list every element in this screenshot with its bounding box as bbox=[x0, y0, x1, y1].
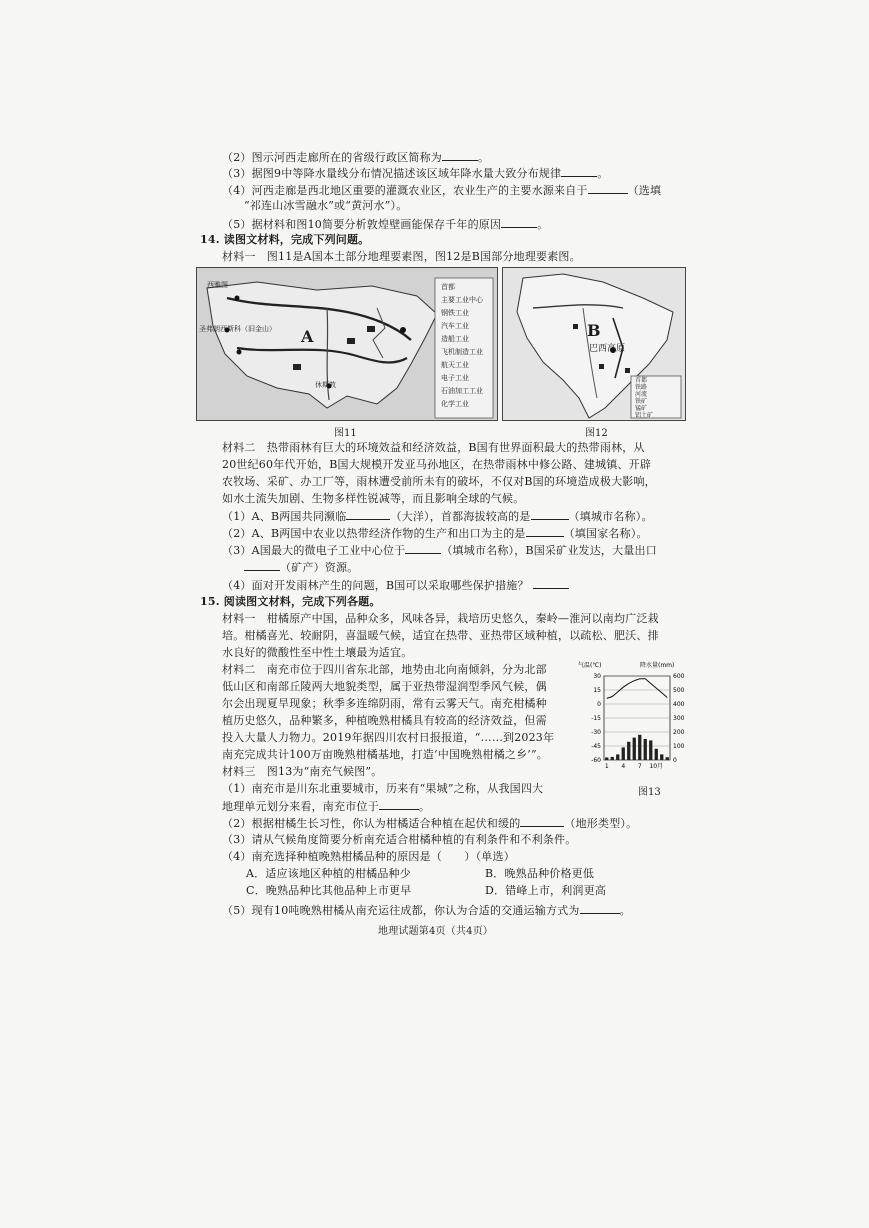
climate-chart-svg bbox=[578, 658, 692, 780]
precip-bar bbox=[633, 738, 636, 760]
fig12-legend bbox=[635, 378, 653, 419]
precip-bar bbox=[616, 754, 619, 760]
q14-material2-line: 如水土流失加剧、生物多样性锐减等，而且影响全球的气候。 bbox=[222, 492, 525, 505]
q14-3-b: （矿产）资源。 bbox=[244, 560, 358, 575]
country-letter-b: B bbox=[587, 321, 601, 340]
tick-label-right: 600 bbox=[673, 673, 685, 680]
q14-material2-line: 材料二 热带雨林有巨大的环境效益和经济效益，B国有世界面积最大的热带雨林，从 bbox=[222, 441, 645, 454]
q15-1-a: （1）南充市是川东北重要城市，历来有“果城”之称，从我国四大 bbox=[222, 782, 544, 795]
tick-label-left: 15 bbox=[593, 687, 601, 694]
answer-blank[interactable] bbox=[346, 509, 390, 520]
country-letter-a: A bbox=[301, 327, 314, 346]
legend-item: 锰矿 bbox=[635, 405, 648, 412]
q15-material2-line: 低山区和南部丘陵两大地貌类型，属于亚热带湿润型季风气候，偶 bbox=[222, 680, 547, 693]
tick-label-left: 0 bbox=[597, 701, 601, 708]
precip-bar bbox=[655, 749, 658, 760]
q15-material2-line: 南充完成共计100万亩晚熟柑橘基地，打造‘中国晚熟柑橘之乡’”。 bbox=[222, 748, 549, 761]
tick-label-right: 500 bbox=[673, 687, 685, 694]
answer-blank[interactable] bbox=[526, 526, 564, 537]
tick-label-right: 400 bbox=[673, 701, 685, 708]
figure-12-map bbox=[502, 267, 686, 421]
legend-item: 铁矿 bbox=[635, 398, 648, 405]
y-axis-label-left: 气温(℃) bbox=[578, 662, 602, 669]
q15-material3: 材料三 图13为“南充气候图”。 bbox=[222, 765, 383, 778]
precip-bar bbox=[649, 740, 652, 760]
tick-label-right: 200 bbox=[673, 729, 685, 736]
q15-1-b: 地理单元划分来看，南充市位于 。 bbox=[222, 800, 431, 813]
answer-blank[interactable] bbox=[588, 183, 628, 194]
legend-item: 首都 bbox=[441, 283, 455, 291]
answer-blank[interactable] bbox=[379, 799, 419, 810]
q15-2: （2）根据柑橘生长习性，你认为柑橘适合种植在起伏和缓的 （地形类型）。 bbox=[222, 817, 638, 830]
tick-label-right: 0 bbox=[673, 757, 677, 764]
answer-blank[interactable] bbox=[405, 543, 441, 554]
legend-item: 化学工业 bbox=[441, 400, 469, 408]
q14-2: （2）A、B两国中农业以热带经济作物的生产和出口为主的是 （填国家名称）。 bbox=[222, 527, 648, 540]
q15-material1-line: 材料一 柑橘原产中国，品种众多，风味各异，栽培历史悠久，秦岭—淮河以南均广泛栽 bbox=[222, 612, 659, 625]
label-san-francisco: 圣弗朗西斯科（旧金山） bbox=[199, 325, 276, 333]
legend-item: 电子工业 bbox=[441, 374, 469, 382]
tick-label-left: -60 bbox=[591, 757, 601, 764]
option-c[interactable]: C．晚熟品种比其他品种上市更早 bbox=[246, 884, 412, 897]
precip-bar bbox=[666, 757, 669, 760]
precip-bar bbox=[627, 742, 630, 760]
tick-label-x: 7 bbox=[637, 763, 642, 770]
label-brazil-plateau: 巴西高原 bbox=[589, 344, 626, 354]
precip-bar bbox=[660, 754, 663, 760]
option-b[interactable]: B．晚熟品种价格更低 bbox=[485, 867, 595, 880]
q15-material2-line: 材料二 南充市位于四川省东北部，地势由北向南倾斜，分为北部 bbox=[222, 663, 547, 676]
figure-11-map bbox=[196, 267, 498, 421]
tick-label-left: -45 bbox=[591, 743, 601, 750]
legend-item: 铝土矿 bbox=[635, 412, 654, 419]
legend-item: 航天工业 bbox=[441, 361, 469, 369]
q14-material1: 材料一 图11是A国本土部分地理要素图，图12是B国部分地理要素图。 bbox=[222, 250, 581, 263]
legend-item: 首都 bbox=[635, 377, 648, 384]
q13-2: （2）图示河西走廊所在的省级行政区简称为 。 bbox=[222, 151, 490, 164]
q13-5: （5）据材料和图10简要分析敦煌壁画能保存千年的原因 。 bbox=[222, 218, 549, 231]
q15-material1-line: 培。柑橘喜光、较耐阴，喜温暖气候，适宜在热带、亚热带区域种植，以疏松、肥沃、排 bbox=[222, 629, 659, 642]
tick-label-x: 4 bbox=[621, 763, 626, 770]
q15-header: 15. 阅读图文材料，完成下列各题。 bbox=[200, 595, 381, 608]
q15-material2-line: 尔会出现夏旱现象；秋季多连绵阴雨，常有云雾天气。南充柑橘种 bbox=[222, 697, 547, 710]
page-footer: 地理试题第4页（共4页） bbox=[378, 926, 494, 937]
legend-item: 造船工业 bbox=[441, 335, 469, 343]
legend-item: 主要工业中心 bbox=[441, 296, 483, 304]
fig12-caption: 图12 bbox=[585, 428, 608, 439]
legend-item: 飞机制造工业 bbox=[441, 348, 483, 356]
q13-4-options: “祁连山冰雪融水”或“黄河水”）。 bbox=[244, 199, 408, 212]
q15-3: （3）请从气候角度简要分析南充适合柑橘种植的有利条件和不利条件。 bbox=[222, 833, 577, 846]
precip-bar bbox=[622, 747, 625, 760]
temperature-line bbox=[607, 679, 668, 699]
label-seattle: 西雅图 bbox=[207, 281, 228, 289]
answer-blank[interactable] bbox=[501, 217, 537, 228]
option-d[interactable]: D．错峰上市，利润更高 bbox=[485, 884, 607, 897]
q14-1: （1）A、B两国共同濒临 （大洋），首都海拔较高的是 （填城市名称）。 bbox=[222, 510, 653, 523]
fig13-caption: 图13 bbox=[638, 787, 661, 798]
legend-item: 钢铁工业 bbox=[441, 309, 469, 317]
q14-header: 14. 读图文材料，完成下列问题。 bbox=[200, 233, 370, 246]
tick-label-left: -15 bbox=[591, 715, 601, 722]
q14-4: （4）面对开发雨林产生的问题，B国可以采取哪些保护措施？ bbox=[222, 578, 569, 593]
precip-bar bbox=[605, 757, 608, 760]
precip-bar bbox=[644, 739, 647, 760]
answer-blank[interactable] bbox=[533, 578, 569, 589]
tick-label-x: 1 bbox=[604, 763, 609, 770]
answer-blank[interactable] bbox=[580, 903, 620, 914]
legend-item: 石油加工工业 bbox=[441, 387, 483, 395]
answer-blank[interactable] bbox=[442, 150, 478, 161]
q15-material2-line: 投入大量人力物力。2019年据四川农村日报报道，“……到2023年 bbox=[222, 731, 555, 744]
option-a[interactable]: A．适应该地区种植的柑橘品种少 bbox=[246, 867, 411, 880]
q14-3: （3）A国最大的微电子工业中心位于 （填城市名称），B国采矿业发达，大量出口 bbox=[222, 544, 657, 557]
answer-blank[interactable] bbox=[244, 560, 280, 571]
q15-5: （5）现有10吨晚熟柑橘从南充运往成都，你认为合适的交通运输方式为 。 bbox=[222, 904, 631, 917]
q13-4: （4）河西走廊是西北地区重要的灌溉农业区，农业生产的主要水源来自于 （选填 bbox=[222, 184, 662, 197]
precip-bar bbox=[611, 757, 614, 760]
legend-item: 汽车工业 bbox=[441, 322, 469, 330]
q15-material2-line: 植历史悠久，品种繁多，种植晚熟柑橘具有较高的经济效益，但需 bbox=[222, 714, 547, 727]
tick-label-right: 300 bbox=[673, 715, 685, 722]
legend-item: 铁路 bbox=[635, 384, 648, 391]
answer-blank[interactable] bbox=[531, 509, 569, 520]
tick-label-left: -30 bbox=[591, 729, 601, 736]
q15-material1-line: 水良好的微酸性至中性土壤最为适宜。 bbox=[222, 646, 413, 659]
answer-blank[interactable] bbox=[561, 166, 597, 177]
y-axis-label-right: 降水量(mm) bbox=[640, 662, 675, 669]
legend-item: 河流 bbox=[635, 391, 648, 398]
label-houston: 休斯敦 bbox=[315, 381, 336, 389]
q14-material2-line: 农牧场、采矿、办工厂等，雨林遭受前所未有的破坏，不仅对B国的环境造成极大影响， bbox=[222, 475, 656, 488]
tick-label-right: 100 bbox=[673, 743, 685, 750]
figure-13-climate-chart bbox=[578, 658, 692, 780]
answer-blank[interactable] bbox=[520, 816, 564, 827]
fig11-caption: 图11 bbox=[334, 428, 357, 439]
tick-label-left: 30 bbox=[593, 673, 601, 680]
precip-bar bbox=[638, 735, 641, 760]
q14-material2-line: 20世纪60年代开始，B国大规模开发亚马孙地区，在热带雨林中修公路、建城镇、开辟 bbox=[222, 458, 652, 471]
fig11-legend bbox=[441, 282, 483, 409]
q15-4: （4）南充选择种植晚熟柑橘品种的原因是（ ）（单选） bbox=[222, 850, 515, 863]
tick-label-x: 10月 bbox=[649, 763, 664, 770]
q13-3: （3）据图9中等降水量线分布情况描述该区域年降水量大致分布规律 。 bbox=[222, 167, 609, 180]
